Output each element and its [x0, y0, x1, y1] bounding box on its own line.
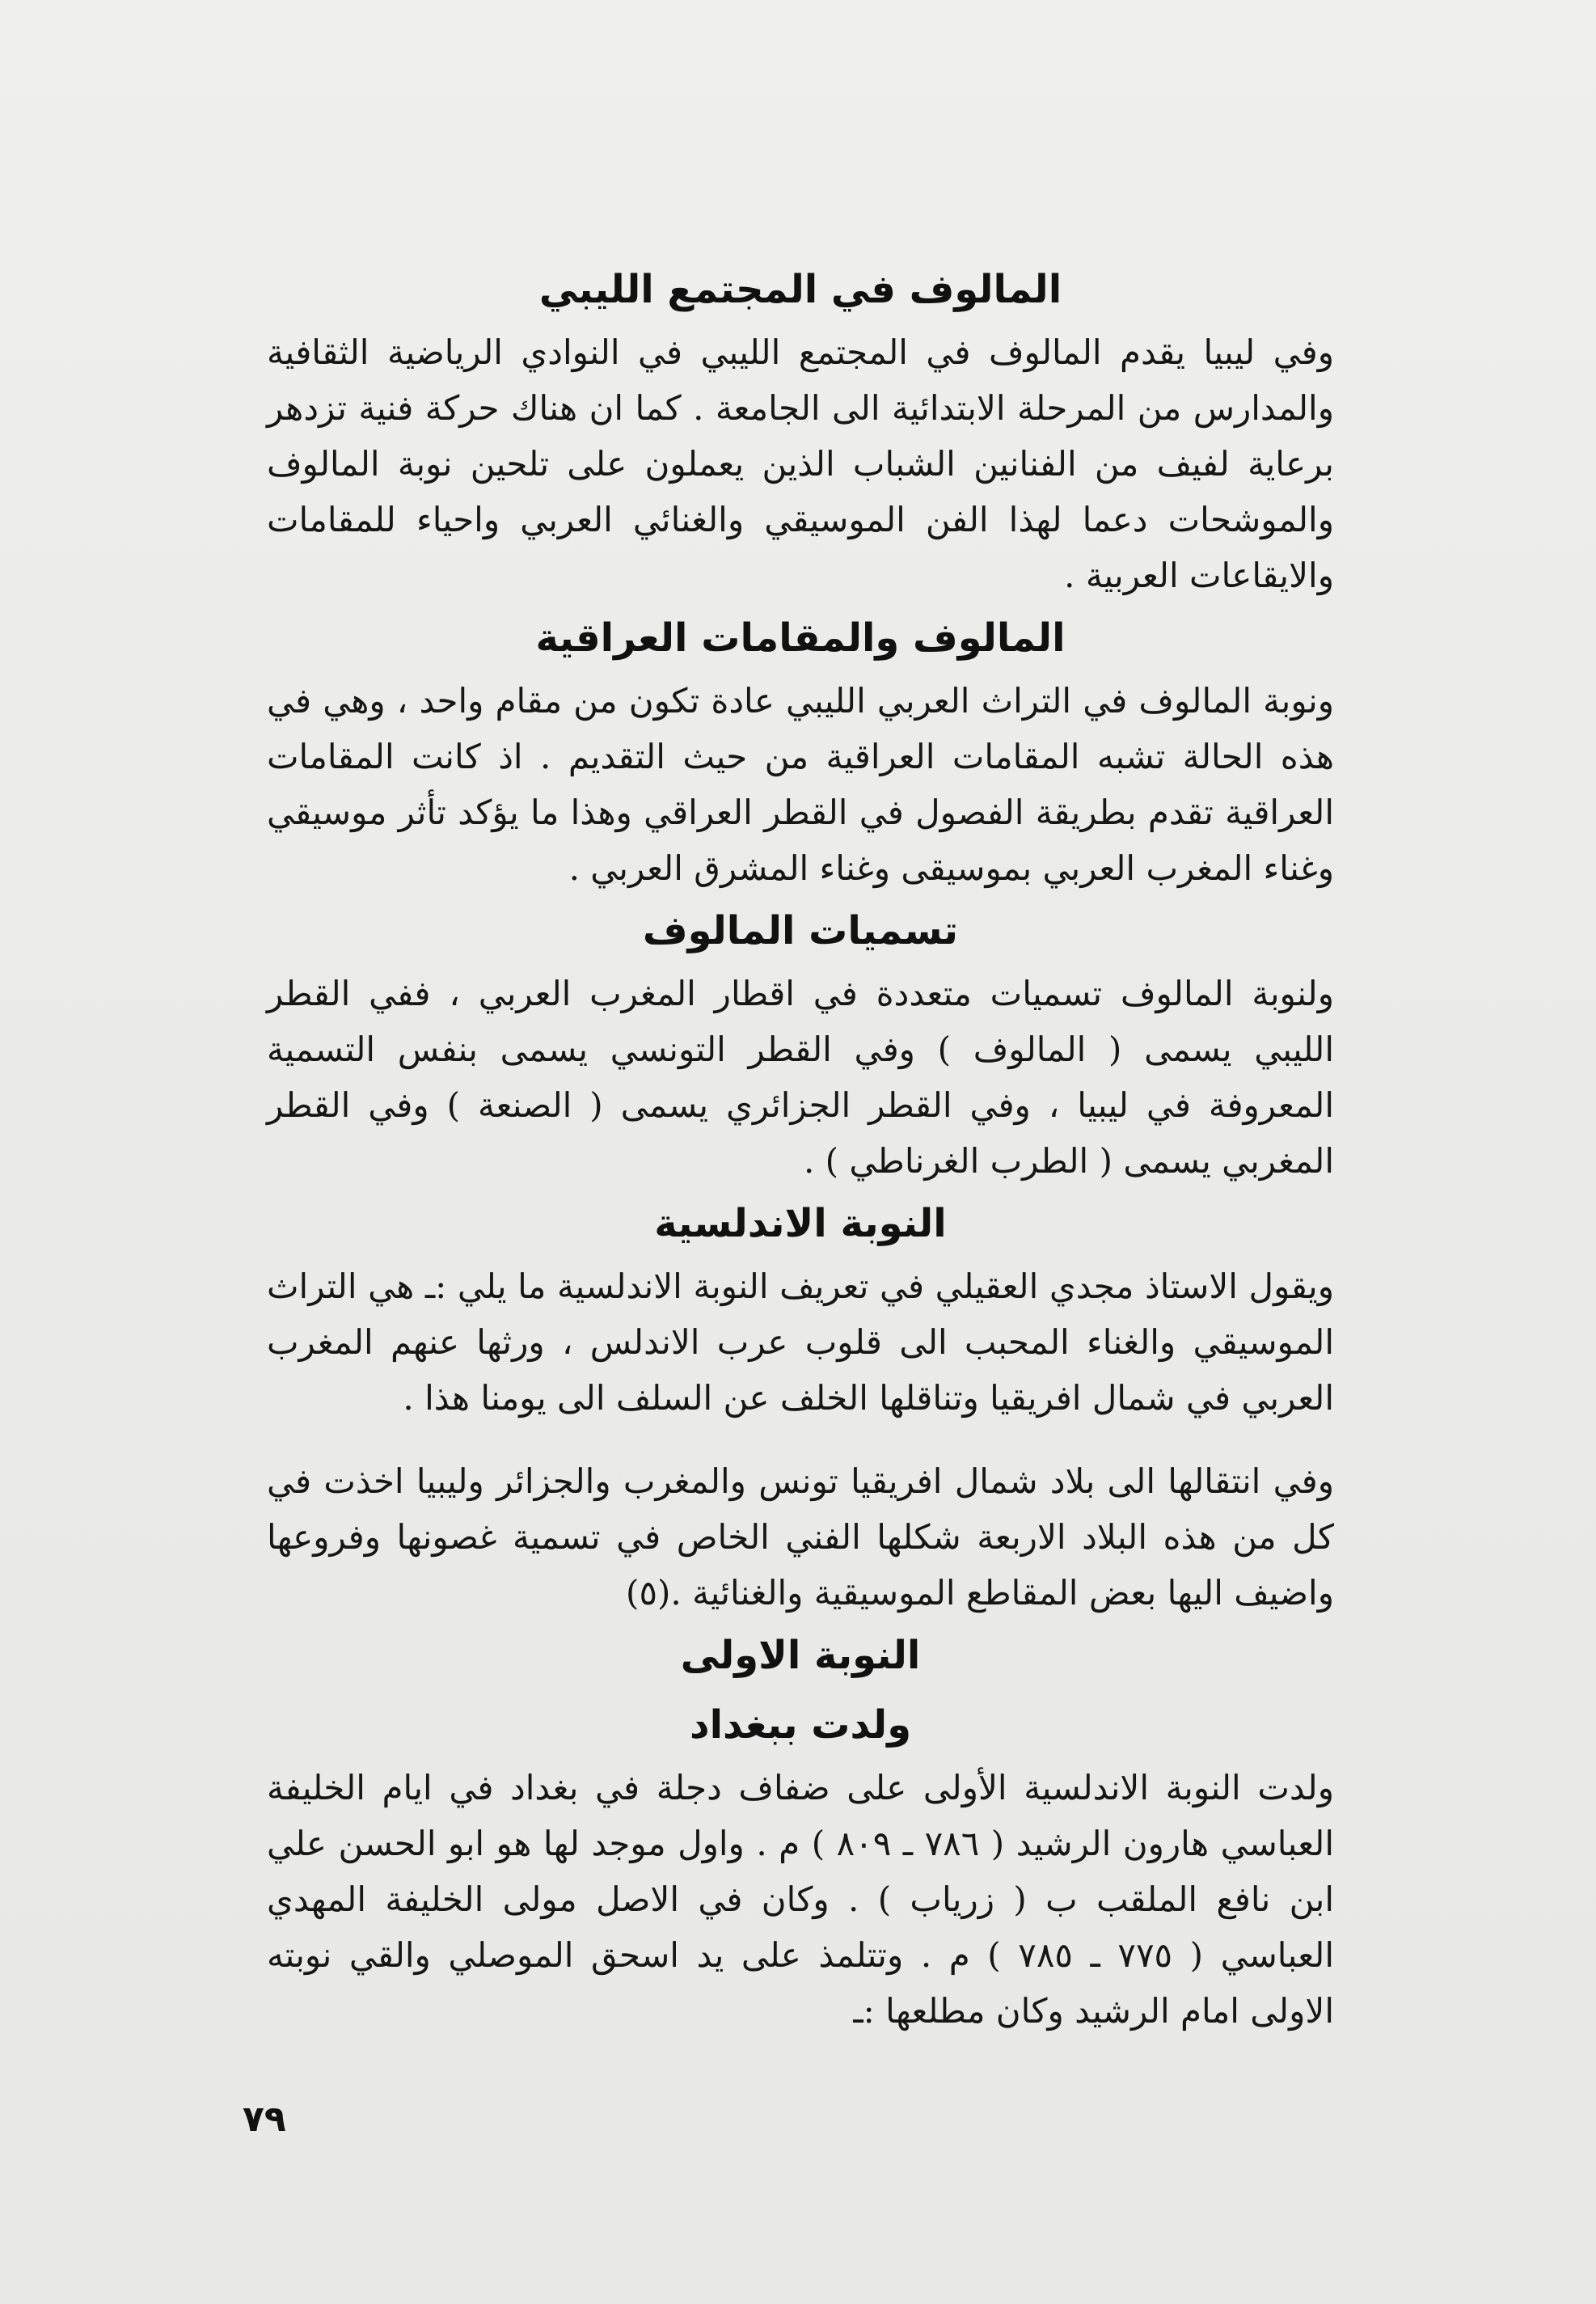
heading-andalusian-nuba: النوبة الاندلسية — [654, 1201, 947, 1246]
paragraph-maluf-libyan-society: وفي ليبيا يقدم المالوف في المجتمع الليبي في النوادي الرياضية الثقافية والمدارس من المرحلة الابتدائية الى الجامعة . كما ان هناك حركة فنية تزدهر برعاية لفيف من الفنانين الشباب الذين يعملون على تلحين نوبة المالوف والموشحات دعما لهذا الفن الموسيقي والغنائي العربي واحياء للمقامات والايقاعات العربية . — [267, 332, 1334, 595]
paragraph-maluf-names: ولنوبة المالوف تسميات متعددة في اقطار المغرب العربي ، ففي القطر الليبي يسمى ( المالوف ) وفي القطر التونسي يسمى بنفس التسمية المعروفة في ليبيا ، وفي القطر الجزائري يسمى ( الصنعة ) وفي القطر المغربي يسمى ( الطرب الغرناطي ) . — [267, 974, 1334, 1181]
page-number: ٧٩ — [243, 2099, 286, 2140]
heading-maluf-libyan-society: المالوف في المجتمع الليبي — [538, 267, 1062, 312]
paragraph-maluf-iraqi-maqamat: ونوبة المالوف في التراث العربي الليبي عادة تكون من مقام واحد ، وهي في هذه الحالة تشبه المقامات العراقية من حيث التقديم . اذ كانت المقامات العراقية تقدم بطريقة الفصول في القطر العراقي وهذا ما يؤكد تأثر موسيقي وغناء المغرب العربي بموسيقى وغناء المشرق العربي . — [267, 681, 1334, 888]
paragraph-spacer — [267, 1426, 1334, 1453]
heading-maluf-iraqi-maqamat: المالوف والمقامات العراقية — [535, 615, 1066, 661]
heading-first-nuba: النوبة الاولى — [680, 1633, 921, 1678]
page-text-block — [267, 255, 1334, 2039]
paragraph-andalusian-nuba-north-africa: وفي انتقالها الى بلاد شمال افريقيا تونس والمغرب والجزائر وليبيا اخذت في كل من هذه البلاد الاربعة شكلها الفني الخاص في تسمية غصونها وفروعها واضيف اليها بعض المقاطع الموسيقية والغنائية .(٥) — [267, 1461, 1334, 1613]
paragraph-first-nuba-baghdad: ولدت النوبة الاندلسية الأولى على ضفاف دجلة في بغداد في ايام الخليفة العباسي هارون الرشيد ( ٧٨٦ ـ ٨٠٩ ) م . واول موجد لها هو ابو الحسن علي ابن نافع الملقب ب ( زرياب ) . وكان في الاصل مولى الخليفة المهدي العباسي ( ٧٧٥ ـ ٧٨٥ ) م . وتتلمذ على يد اسحق الموصلي والقي نوبته الاولى امام الرشيد وكان مطلعها :ـ — [267, 1768, 1335, 2031]
subheading-born-in-baghdad: ولدت ببغداد — [689, 1702, 912, 1748]
heading-maluf-names: تسميات المالوف — [642, 908, 959, 953]
paragraph-andalusian-nuba-definition: ويقول الاستاذ مجدي العقيلي في تعريف النوبة الاندلسية ما يلي :ـ هي التراث الموسيقي والغناء المحبب الى قلوب عرب الاندلس ، ورثها عنهم المغرب العربي في شمال افريقيا وتناقلها الخلف عن السلف الى يومنا هذا . — [267, 1266, 1335, 1418]
